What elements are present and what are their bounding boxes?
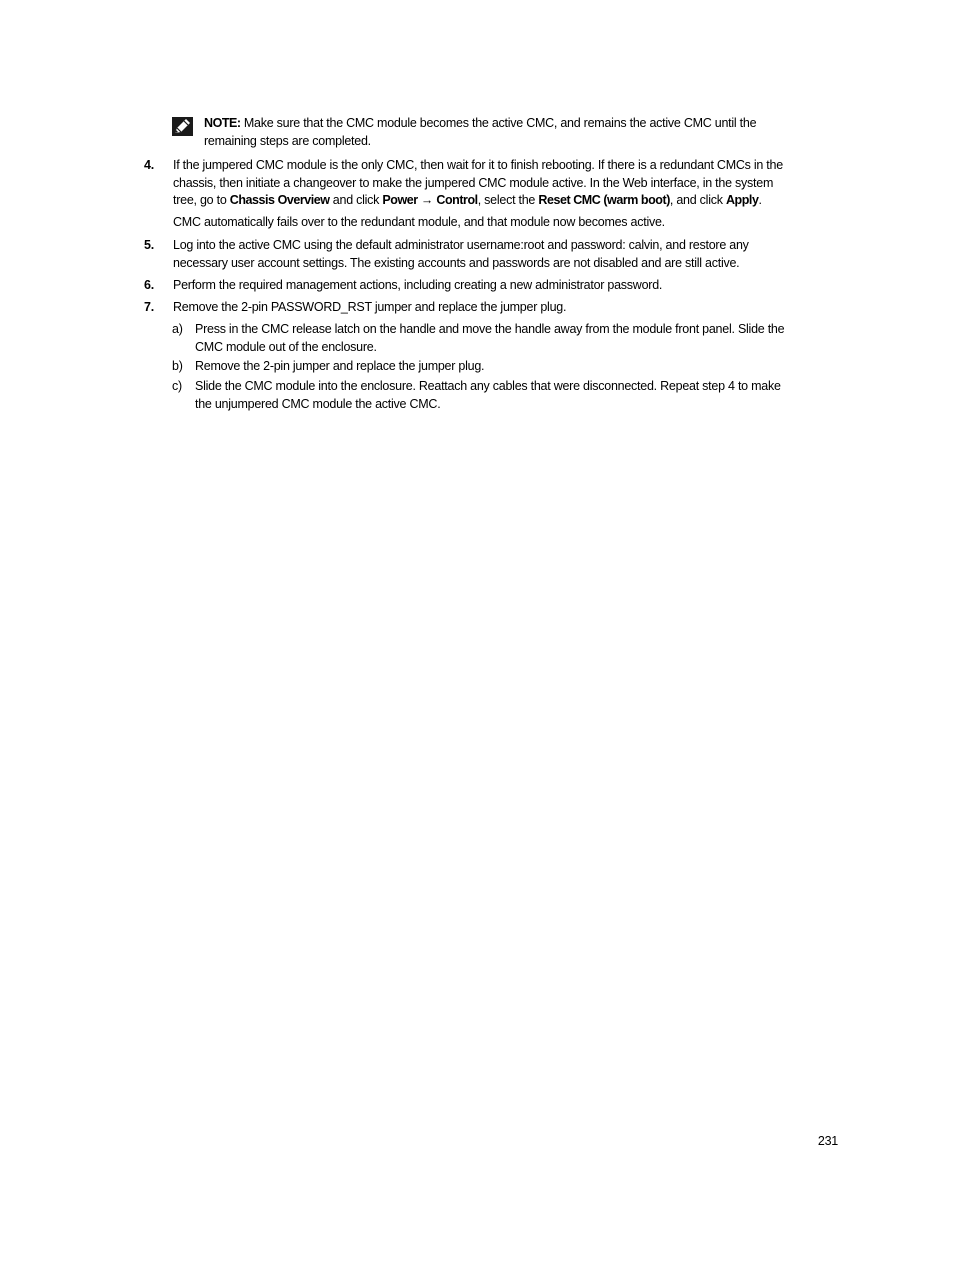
step-body xyxy=(173,277,839,295)
note-text xyxy=(204,115,834,150)
page-number: 231 xyxy=(817,1134,838,1148)
note-line-1: Make sure that the CMC module becomes the active CMC, and remains the active CMC until the xyxy=(240,116,757,130)
step-number: 4. xyxy=(144,158,154,172)
substep-line: Remove the 2-pin jumper and replace the jumper plug. xyxy=(195,359,485,373)
substep-line: Press in the CMC release latch on the handle and move the handle away from the module front panel. Slide the xyxy=(195,322,785,336)
text-run: . xyxy=(758,193,762,207)
text-run: tree, go to xyxy=(173,193,230,207)
substep-body xyxy=(195,358,840,376)
pencil-note-icon xyxy=(172,117,193,136)
ui-term-control: Control xyxy=(436,193,478,207)
step-line: If the jumpered CMC module is the only CMC, then wait for it to finish rebooting. If there is a redundant CMCs in the xyxy=(173,158,783,172)
step-line: Perform the required management actions, including creating a new administrator password. xyxy=(173,278,663,292)
step-line: CMC automatically fails over to the redundant module, and that module now becomes active. xyxy=(173,214,665,229)
note-label: NOTE: xyxy=(204,116,241,130)
substep-letter: a) xyxy=(172,322,183,336)
ui-term-apply: Apply xyxy=(725,193,759,207)
step-line: Log into the active CMC using the default administrator username:root and password: calvin, and restore any xyxy=(173,238,749,252)
substep-letter: b) xyxy=(172,359,183,373)
ui-term-power: Power xyxy=(382,193,418,207)
step-line xyxy=(173,192,839,210)
substep-body xyxy=(195,321,840,356)
step-body xyxy=(173,157,839,231)
note-line-2: remaining steps are completed. xyxy=(204,133,371,148)
step-line: chassis, then initiate a changeover to make the jumpered CMC module active. In the Web interface, in the system xyxy=(173,175,774,190)
step-line: necessary user account settings. The existing accounts and passwords are not disabled and are still active. xyxy=(173,255,740,270)
substep-letter: c) xyxy=(172,379,182,393)
step-body xyxy=(173,237,839,272)
ui-term-reset-cmc: Reset CMC (warm boot) xyxy=(538,193,670,207)
text-run: , and click xyxy=(669,193,726,207)
arrow-separator: → xyxy=(417,193,437,207)
substep-line: Slide the CMC module into the enclosure. Reattach any cables that were disconnected. Repeat step 4 to make xyxy=(195,379,781,393)
step-number: 5. xyxy=(144,238,154,252)
step-line: Remove the 2-pin PASSWORD_RST jumper and replace the jumper plug. xyxy=(173,300,567,314)
ui-term-chassis-overview: Chassis Overview xyxy=(229,193,330,207)
substep-line: the unjumpered CMC module the active CMC. xyxy=(195,396,441,411)
substep-line: CMC module out of the enclosure. xyxy=(195,339,377,354)
step-number: 7. xyxy=(144,300,154,314)
step-number: 6. xyxy=(144,278,154,292)
substep-body xyxy=(195,378,840,413)
step-body xyxy=(173,299,839,317)
text-run: , select the xyxy=(477,193,539,207)
text-run: and click xyxy=(329,193,383,207)
